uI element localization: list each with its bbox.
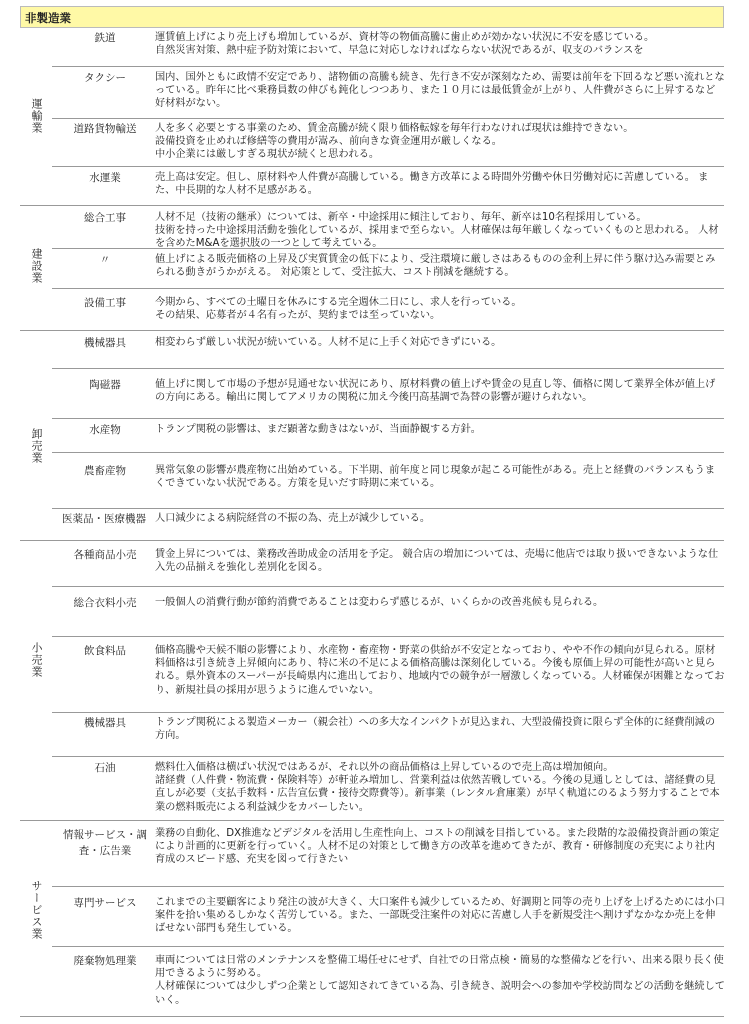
industry-label: 機械器具 [84,717,126,729]
comment-text: 運賃値上げにより売上げも増加しているが、資材等の物価高騰に歯止めが効かない状況に不安を感じている。 自然災害対策、熱中症予防対策において、早急に対応しなければならない状況であるが、収支のバランスを [155,32,655,57]
comment-text: 値上げによる販売価格の上昇及び実質賃金の低下により、受注環境に厳しさはあるものの金利上昇に伴う駆け込み需要とみられる動きがうかがえる。 対応策として、受注拡大、コスト削減を継続する。 [155,254,716,279]
comment-text: 売上高は安定。但し、原材料や人件費が高騰している。働き方改革による時間外労働や休日労働対応に苦慮している。 また、中長期的な人材不足感がある。 [155,172,709,197]
row-divider [52,452,724,453]
industry-label: 道路貨物輸送 [73,123,137,135]
row-divider [52,586,724,587]
row-divider [52,636,724,637]
row-divider [52,886,724,887]
row-divider [52,288,724,289]
category-label-wholesale: 卸売業 [30,428,43,464]
comment-text: 相変わらず厳しい状況が続いている。人材不足に上手く対応できずにいる。 [155,337,502,348]
row-divider [52,368,724,369]
section-divider [20,820,724,821]
row-divider [52,66,724,67]
comment-text: 業務の自動化、DX推進などデジタルを活用し生産性向上、コストの削減を目指している。また段階的な設備投資計画の策定により計画的に更新を行っていく。人材不足の対策として働き方の改革を進めてきたが、教育・研修制度の充実により社内育成のスピード感、充実を図って行きたい [155,828,720,866]
comment-text: 人口減少による病院経営の不振の為、売上が減少している。 [155,513,431,524]
industry-label: 専門サービス [73,897,137,909]
category-label-retail: 小売業 [30,642,43,678]
comment-text: 今期から、すべての土曜日を休みにする完全週休二日にし、求人を行っている。 その結果、応募者が４名有ったが、契約までは至っていない。 [155,297,522,322]
comment-text: 車両については日常のメンテナンスを整備工場任せにせず、自社での日常点検・簡易的な整備などを行い、出来る限り長く使用できるように努める。 人材確保については少しずつ企業として認知されてきている為、引き続き、説明会への参加や学校訪問などの活動を継続していく。 [155,955,725,1006]
category-label-construction: 建設業 [30,248,43,284]
industry-label: 情報サービス・調査・広告業 [63,829,147,857]
section-divider [20,540,724,541]
section-divider [20,205,724,206]
industry-label: 廃棄物処理業 [73,955,137,967]
industry-label: 医薬品・医療機器 [62,513,146,525]
section-header [20,6,724,28]
industry-label: 飲食料品 [84,645,126,657]
row-divider [52,712,724,713]
industry-label: 設備工事 [84,297,126,309]
row-divider [52,166,724,167]
row-divider [52,118,724,119]
comment-text: 人を多く必要とする事業のため、賃金高騰が続く限り価格転嫁を毎年行わなければ現状は維持できない。 設備投資を止めれば修繕等の費用が嵩み、前向きな資金運用が厳しくなる。 中小企業には厳しすぎる現状が続くと思われる。 [155,123,634,161]
industry-label: 鉄道 [94,32,116,44]
industry-label: 〃 [99,254,111,266]
comment-text: 国内、国外ともに政情不安定であり、諸物価の高騰も続き、先行き不安が深刻なため、需要は前年を下回るなど悪い流れとなっている。昨年に比べ乗務員数の伸びも鈍化しつつあり、また１０月には最低賃金が上がり、人件費がさらに上昇するなど好材料がない。 [155,72,725,110]
comment-text: 価格高騰や天候不順の影響により、水産物・畜産物・野菜の供給が不安定となっており、やや不作の傾向が見られる。原材料価格は引き続き上昇傾向にあり、特に米の不足による価格高騰は深刻化している。今後も原価上昇の可能性が高いと見られる。県外資本のスーパーが長崎県内に進出しており、地域内での競争が一層激しくなっている。人材確保が困難となっており、新規社員の採用が思うように進んでいない。 [155,645,725,696]
table-bottom-border [20,1016,724,1017]
industry-label: 農畜産物 [84,465,126,477]
industry-label: 水産物 [89,424,121,436]
industry-label: 石油 [94,762,116,774]
row-divider [52,418,724,419]
industry-label: 陶磁器 [89,379,121,391]
comment-text: トランプ関税による製造メーカー（親会社）への多大なインパクトが見込まれ、大型設備投資に限らず全体的に経費削減の方向。 [155,717,716,742]
comment-text: トランプ関税の影響は、まだ顕著な動きはないが、当面静観する方針。 [155,424,481,435]
industry-label: タクシー [84,72,126,84]
category-label-transport: 運輸業 [30,98,43,134]
comment-text: 人材不足（技術の継承）については、新卒・中途採用に傾注しており、毎年、新卒は10名程採用している。 技術を持った中途採用活動を強化しているが、採用まで至らない。人材確保は毎年厳しくなっていくものと思われる。 人材を含めたM&Aを選択肢の一つとして考えている。 [155,212,719,250]
comment-text: 賃金上昇については、業務改善助成金の活用を予定。 競合店の増加については、売場に他店では取り扱いできないような仕入先の品揃えを強化し差別化を図る。 [155,549,719,574]
comment-text: 異常気象の影響が農産物に出始めている。下半期、前年度と同じ現象が起こる可能性がある。売上と経費のバランスもうまくできていない状況である。方策を見いだす時期に来ている。 [155,465,716,490]
industry-label: 水運業 [89,172,121,184]
industry-label: 総合衣料小売 [73,597,137,609]
section-title: 非製造業 [25,11,71,25]
row-divider [52,946,724,947]
comment-text: 一般個人の消費行動が節約消費であることは変わらず感じるが、いくらかの改善兆候も見られる。 [155,597,604,608]
row-divider [52,756,724,757]
comment-text: 燃料仕入価格は横ばい状況ではあるが、それ以外の商品価格は上昇しているので売上高は増加傾向。 諸経費（人件費・物流費・保険料等）が軒並み増加し、営業利益は依然苦戦している。今後の見通しとしては、諸経費の見直しが必要（支払手数料・広告宣伝費・接待交際費等）。新事業（レンタル倉庫業）が早く軌道にのるよう努力することで本業の燃料販売による利益減少をカバーしたい。 [155,762,720,813]
industry-label: 機械器具 [84,337,126,349]
industry-label: 総合工事 [84,212,126,224]
section-divider [20,330,724,331]
row-divider [52,508,724,509]
category-label-services: サービス業 [30,880,43,940]
comment-text: これまでの主要顧客により発注の波が大きく、大口案件も減少しているため、好調期と同等の売り上げを上げるためには小口案件を拾い集めるしかなく苦労している。また、一部既受注案件の対応に苦慮し人手を新規受注へ割けずなかなか売上を伸ばせない部門も発生している。 [155,897,725,935]
industry-label: 各種商品小売 [73,549,137,561]
comment-text: 値上げに関して市場の予想が見通せない状況にあり、原材料費の値上げや賃金の見直し等、価格に関して業界全体が値上げの方向にある。輸出に関してアメリカの関税に加え今後円高基調で為替の影響が避けられない。 [155,379,716,404]
